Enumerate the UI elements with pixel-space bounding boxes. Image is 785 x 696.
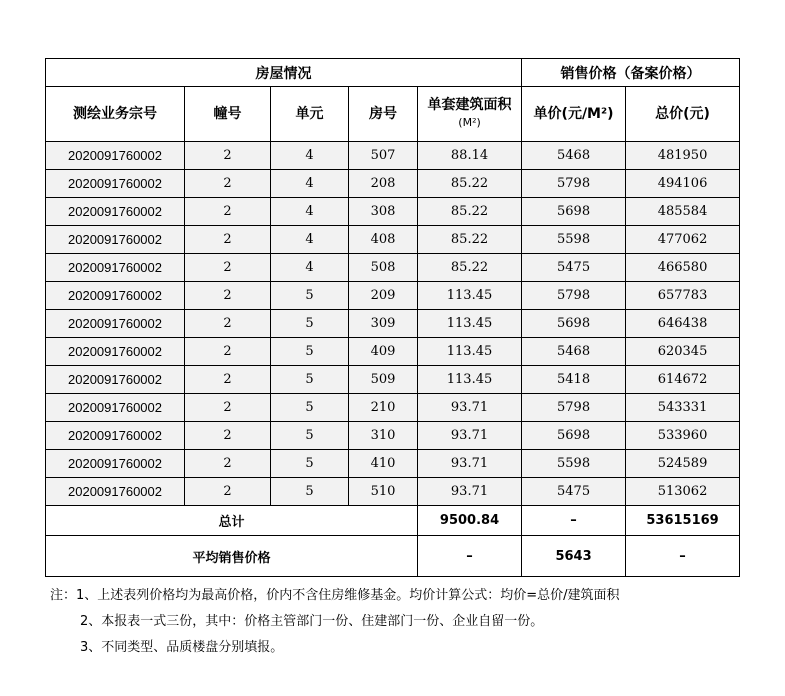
cell-room: 309 bbox=[349, 310, 418, 338]
section-housing: 房屋情况 bbox=[46, 59, 522, 87]
column-header-row bbox=[46, 87, 740, 142]
price-table bbox=[45, 58, 740, 577]
cell-total: 485584 bbox=[626, 198, 740, 226]
cell-total: 646438 bbox=[626, 310, 740, 338]
cell-code: 2020091760002 bbox=[46, 198, 185, 226]
cell-unit-price: 5475 bbox=[522, 254, 626, 282]
table-row bbox=[46, 478, 740, 506]
cell-unit-price: 5798 bbox=[522, 394, 626, 422]
note-1: 注：1、上述表列价格均为最高价格，价内不含住房维修基金。均价计算公式：均价=总价/建筑面积 bbox=[50, 588, 620, 603]
cell-building: 2 bbox=[185, 142, 271, 170]
cell-total: 620345 bbox=[626, 338, 740, 366]
col-area bbox=[418, 87, 522, 142]
cell-area: 93.71 bbox=[418, 394, 522, 422]
cell-building: 2 bbox=[185, 226, 271, 254]
col-unit-price: 单价(元/M²) bbox=[522, 87, 626, 142]
cell-area: 113.45 bbox=[418, 310, 522, 338]
average-unit-price: 5643 bbox=[522, 536, 626, 577]
cell-code: 2020091760002 bbox=[46, 282, 185, 310]
cell-unit: 5 bbox=[271, 422, 349, 450]
cell-total: 533960 bbox=[626, 422, 740, 450]
cell-room: 310 bbox=[349, 422, 418, 450]
cell-unit-price: 5698 bbox=[522, 310, 626, 338]
cell-unit-price: 5598 bbox=[522, 226, 626, 254]
col-unit: 单元 bbox=[271, 87, 349, 142]
table-row bbox=[46, 254, 740, 282]
cell-building: 2 bbox=[185, 478, 271, 506]
cell-building: 2 bbox=[185, 282, 271, 310]
col-room: 房号 bbox=[349, 87, 418, 142]
cell-building: 2 bbox=[185, 366, 271, 394]
col-area-label: 单套建筑面积 bbox=[427, 97, 512, 113]
cell-area: 113.45 bbox=[418, 282, 522, 310]
table-row bbox=[46, 282, 740, 310]
cell-area: 113.45 bbox=[418, 338, 522, 366]
cell-room: 210 bbox=[349, 394, 418, 422]
cell-unit: 5 bbox=[271, 394, 349, 422]
cell-building: 2 bbox=[185, 422, 271, 450]
average-label: 平均销售价格 bbox=[46, 536, 418, 577]
cell-total: 543331 bbox=[626, 394, 740, 422]
cell-area: 85.22 bbox=[418, 170, 522, 198]
total-price: 53615169 bbox=[626, 506, 740, 536]
table-row bbox=[46, 198, 740, 226]
notes bbox=[50, 586, 740, 658]
cell-unit: 5 bbox=[271, 310, 349, 338]
cell-room: 409 bbox=[349, 338, 418, 366]
cell-area: 93.71 bbox=[418, 478, 522, 506]
cell-code: 2020091760002 bbox=[46, 142, 185, 170]
note-3: 3、不同类型、品质楼盘分别填报。 bbox=[80, 640, 284, 655]
cell-total: 524589 bbox=[626, 450, 740, 478]
cell-code: 2020091760002 bbox=[46, 226, 185, 254]
cell-code: 2020091760002 bbox=[46, 366, 185, 394]
cell-room: 509 bbox=[349, 366, 418, 394]
note-2: 2、本报表一式三份，其中：价格主管部门一份、住建部门一份、企业自留一份。 bbox=[80, 614, 544, 629]
cell-room: 510 bbox=[349, 478, 418, 506]
cell-room: 508 bbox=[349, 254, 418, 282]
col-area-unit: (M²) bbox=[458, 116, 481, 129]
cell-unit: 4 bbox=[271, 142, 349, 170]
cell-total: 657783 bbox=[626, 282, 740, 310]
col-code: 测绘业务宗号 bbox=[46, 87, 185, 142]
cell-building: 2 bbox=[185, 198, 271, 226]
cell-unit-price: 5475 bbox=[522, 478, 626, 506]
table-row bbox=[46, 170, 740, 198]
cell-unit: 5 bbox=[271, 450, 349, 478]
cell-total: 477062 bbox=[626, 226, 740, 254]
cell-code: 2020091760002 bbox=[46, 254, 185, 282]
cell-building: 2 bbox=[185, 450, 271, 478]
col-total-price: 总价(元) bbox=[626, 87, 740, 142]
cell-unit: 5 bbox=[271, 478, 349, 506]
cell-area: 88.14 bbox=[418, 142, 522, 170]
cell-building: 2 bbox=[185, 394, 271, 422]
cell-code: 2020091760002 bbox=[46, 170, 185, 198]
cell-code: 2020091760002 bbox=[46, 450, 185, 478]
cell-room: 208 bbox=[349, 170, 418, 198]
average-row bbox=[46, 536, 740, 577]
cell-total: 494106 bbox=[626, 170, 740, 198]
cell-code: 2020091760002 bbox=[46, 310, 185, 338]
cell-unit: 5 bbox=[271, 366, 349, 394]
average-area: – bbox=[418, 536, 522, 577]
average-total: – bbox=[626, 536, 740, 577]
cell-unit-price: 5418 bbox=[522, 366, 626, 394]
table-row bbox=[46, 310, 740, 338]
cell-building: 2 bbox=[185, 254, 271, 282]
cell-area: 85.22 bbox=[418, 254, 522, 282]
cell-area: 93.71 bbox=[418, 422, 522, 450]
cell-area: 93.71 bbox=[418, 450, 522, 478]
cell-room: 507 bbox=[349, 142, 418, 170]
total-unit-price: – bbox=[522, 506, 626, 536]
table-row bbox=[46, 142, 740, 170]
table-row bbox=[46, 366, 740, 394]
cell-area: 113.45 bbox=[418, 366, 522, 394]
table-row bbox=[46, 394, 740, 422]
section-header-row bbox=[46, 59, 740, 87]
col-building: 幢号 bbox=[185, 87, 271, 142]
table-row bbox=[46, 422, 740, 450]
cell-room: 308 bbox=[349, 198, 418, 226]
cell-unit: 4 bbox=[271, 254, 349, 282]
total-label: 总计 bbox=[46, 506, 418, 536]
cell-code: 2020091760002 bbox=[46, 478, 185, 506]
cell-code: 2020091760002 bbox=[46, 394, 185, 422]
table-row bbox=[46, 226, 740, 254]
cell-total: 466580 bbox=[626, 254, 740, 282]
cell-unit-price: 5468 bbox=[522, 142, 626, 170]
cell-room: 209 bbox=[349, 282, 418, 310]
cell-total: 614672 bbox=[626, 366, 740, 394]
cell-unit-price: 5798 bbox=[522, 170, 626, 198]
cell-area: 85.22 bbox=[418, 198, 522, 226]
cell-unit-price: 5698 bbox=[522, 198, 626, 226]
cell-building: 2 bbox=[185, 170, 271, 198]
cell-unit-price: 5598 bbox=[522, 450, 626, 478]
cell-total: 513062 bbox=[626, 478, 740, 506]
cell-room: 408 bbox=[349, 226, 418, 254]
table-row bbox=[46, 450, 740, 478]
cell-unit: 4 bbox=[271, 226, 349, 254]
cell-unit-price: 5798 bbox=[522, 282, 626, 310]
cell-unit: 5 bbox=[271, 282, 349, 310]
cell-unit: 4 bbox=[271, 170, 349, 198]
cell-area: 85.22 bbox=[418, 226, 522, 254]
cell-unit: 5 bbox=[271, 338, 349, 366]
cell-code: 2020091760002 bbox=[46, 338, 185, 366]
cell-total: 481950 bbox=[626, 142, 740, 170]
total-row bbox=[46, 506, 740, 536]
cell-unit: 4 bbox=[271, 198, 349, 226]
cell-code: 2020091760002 bbox=[46, 422, 185, 450]
table-row bbox=[46, 338, 740, 366]
section-price: 销售价格（备案价格） bbox=[522, 59, 740, 87]
cell-unit-price: 5698 bbox=[522, 422, 626, 450]
cell-unit-price: 5468 bbox=[522, 338, 626, 366]
cell-building: 2 bbox=[185, 338, 271, 366]
cell-room: 410 bbox=[349, 450, 418, 478]
total-area: 9500.84 bbox=[418, 506, 522, 536]
cell-building: 2 bbox=[185, 310, 271, 338]
